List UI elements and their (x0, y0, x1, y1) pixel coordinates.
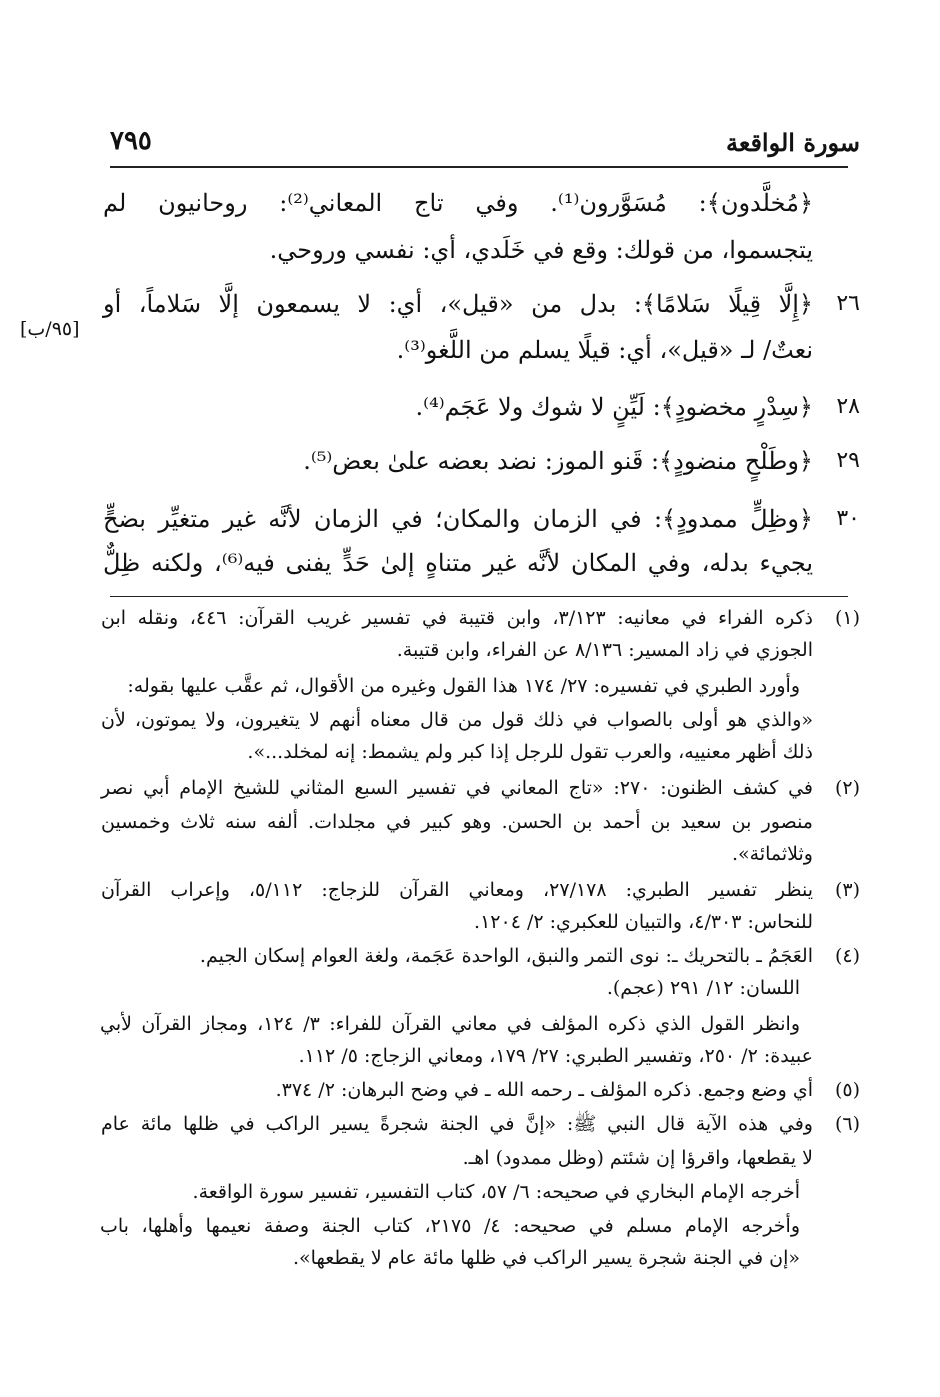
page-number: ٧٩٥ (110, 126, 152, 156)
verse-line: يتجسموا، من قولك: وقع في خَلَدي، أي: نفسي وروحي. (269, 236, 813, 264)
footnote-line: اللسان: ١٢/ ٢٩١ (عجم). (606, 977, 800, 999)
footnote-line: «إن في الجنة شجرة يسير الراكب في ظلها مائة عام لا يقطعها». (293, 1247, 800, 1269)
footnote-number: (٥) (834, 1079, 860, 1101)
footnote-number: (١) (834, 607, 860, 629)
footnote-line: الجوزي في زاد المسير: ٨/١٣٦ عن الفراء، وابن قتيبة. (396, 639, 813, 661)
running-header-title: سورة الواقعة (726, 128, 860, 157)
verse-number: ٣٠ (836, 506, 860, 531)
footnote-number: (٤) (834, 945, 860, 967)
verse-line: ﴿إِلَّا قِيلًا سَلامًا﴾: بدل من «قيل»، أي: لا يسمعون إلَّا سَلاماً، أو (103, 290, 813, 318)
footnote-number: (٣) (834, 879, 860, 901)
verse-number: ٢٦ (836, 291, 860, 316)
footnote-line: وثلاثمائة». (731, 843, 813, 865)
footnote-line: ينظر تفسير الطبري: ٢٧/١٧٨، ومعاني القرآن للزجاج: ٥/١١٢، وإعراب القرآن (101, 879, 814, 901)
footnote-line: وأورد الطبري في تفسيره: ٢٧/ ١٧٤ هذا القول وغيره من الأقوال، ثم عقَّب عليها بقوله: (127, 675, 800, 697)
verse-line: يجيء بدله، وفي المكان لأنَّه غير متناهٍ إلىٰ حَدٍّ يفنى فيه⁽⁶⁾، ولكنه ظِلٌّ (103, 549, 813, 577)
footnote-line: وفي هذه الآية قال النبي ﷺ: «إنَّ في الجنة شجرةً يسير الراكب في ظلها مائة عام (101, 1113, 813, 1135)
footnote-line: في كشف الظنون: ٢٧٠: «تاج المعاني في تفسير السبع المثاني للشيخ الإمام أبي نصر (101, 777, 814, 799)
manuscript-folio-marker: [٩٥/ب] (20, 318, 80, 340)
verse-line: ﴿سِدْرٍ مخضودٍ﴾: لَيِّنٍ لا شوك ولا عَجَم⁽⁴⁾. (415, 393, 813, 421)
header-rule (110, 166, 848, 168)
verse-number: ٢٨ (836, 394, 860, 419)
footnote-line: منصور بن سعيد بن أحمد بن الحسن. وهو كبير في مجلدات. ألفه سنه ثلاث وخمسين (101, 811, 813, 833)
footnote-line: أخرجه الإمام البخاري في صحيحه: ٦/ ٥٧، كتاب التفسير، تفسير سورة الواقعة. (192, 1181, 800, 1203)
footnote-line: لا يقطعها، واقرؤا إن شئتم (وظل ممدود) اهـ. (462, 1147, 813, 1169)
verse-line: ﴿وطَلْحٍ منضودٍ﴾: قَنو الموز: نضد بعضه علىٰ بعض⁽⁵⁾. (303, 447, 813, 475)
footnote-number: (٢) (834, 777, 860, 799)
verse-line: ﴿وظِلٍّ ممدودٍ﴾: في الزمان والمكان؛ في الزمان لأنَّه غير متغيِّر بضحٍّ (103, 505, 813, 533)
verse-number: ٢٩ (836, 448, 860, 473)
footnote-separator (110, 596, 848, 597)
footnote-line: العَجَمُ ـ بالتحريك ـ: نوى التمر والنبق، الواحدة عَجَمة، ولغة العوام إسكان الجيم. (199, 945, 813, 967)
verse-line: ﴿مُخلَّدون﴾: مُسَوَّرون⁽¹⁾. وفي تاج المعاني⁽²⁾: روحانيون لم (103, 189, 814, 217)
footnote-line: «والذي هو أولى بالصواب في ذلك قول من قال معناه أنهم لا يتغيرون، ولا يموتون، لأن (101, 709, 813, 731)
verse-line: نعتٌ/ لـ «قيل»، أي: قيلًا يسلم من اللَّغو⁽³⁾. (396, 336, 813, 364)
footnote-number: (٦) (834, 1113, 860, 1135)
footnote-line: ذكره الفراء في معانيه: ٣/١٢٣، وابن قتيبة في تفسير غريب القرآن: ٤٤٦، ونقله ابن (101, 607, 814, 629)
footnote-line: وأخرجه الإمام مسلم في صحيحه: ٤/ ٢١٧٥، كتاب الجنة وصفة نعيمها وأهلها، باب (100, 1215, 800, 1237)
footnote-line: للنحاس: ٤/٣٠٣، والتبيان للعكبري: ٢/ ١٢٠٤. (474, 911, 813, 933)
footnote-line: عبيدة: ٢/ ٢٥٠، وتفسير الطبري: ٢٧/ ١٧٩، ومعاني الزجاج: ٥/ ١١٢. (298, 1045, 813, 1067)
footnote-line: أي وضع وجمع. ذكره المؤلف ـ رحمه الله ـ في وضح البرهان: ٢/ ٣٧٤. (275, 1079, 813, 1101)
footnote-line: وانظر القول الذي ذكره المؤلف في معاني القرآن للفراء: ٣/ ١٢٤، ومجاز القرآن لأبي (100, 1013, 800, 1035)
footnote-line: ذلك أظهر معنييه، والعرب تقول للرجل إذا كبر ولم يشمط: إنه لمخلد...». (247, 741, 813, 763)
